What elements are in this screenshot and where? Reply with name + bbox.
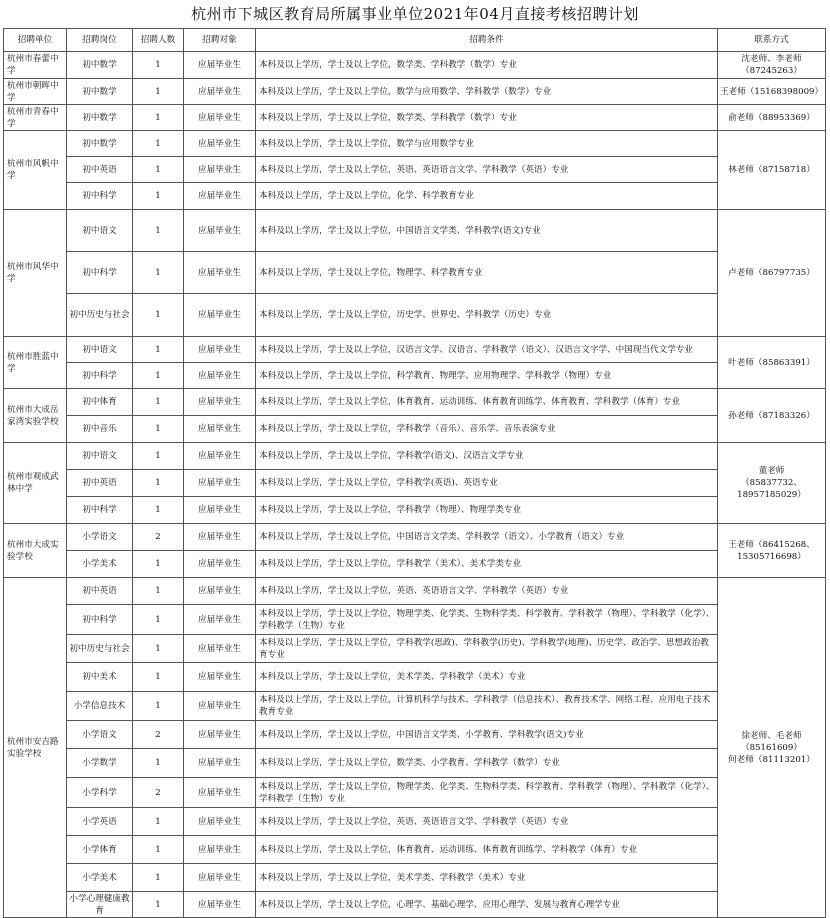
conditions-cell: 本科及以上学历，学士及以上学位，美术学类、学科教学（美术）专业 (256, 864, 718, 892)
target-cell: 应届毕业生 (184, 105, 256, 131)
count-cell: 1 (133, 749, 184, 778)
table-row (4, 294, 826, 337)
table-row (4, 497, 826, 524)
post-cell: 初中语文 (67, 443, 133, 470)
target-cell: 应届毕业生 (184, 635, 256, 663)
table-row (4, 79, 826, 105)
target-cell: 应届毕业生 (184, 363, 256, 389)
post-cell: 初中体育 (67, 389, 133, 416)
conditions-cell: 本科及以上学历，学士及以上学位，物理学类、化学类、生物科学类、科学教育、学科教学（物理）、学科教学（化学）、学科教学（生物）专业 (256, 778, 718, 808)
contact-cell: 林老师（87158718） (718, 131, 826, 210)
conditions-cell: 本科及以上学历，学士及以上学位，科学教育、物理学、应用物理学、学科教学（物理）专业 (256, 363, 718, 389)
table-row (4, 778, 826, 808)
table-body (4, 52, 826, 918)
table-row (4, 105, 826, 131)
contact-cell: 沈老师、李老师（87245263） (718, 52, 826, 79)
count-cell: 1 (133, 443, 184, 470)
post-cell: 初中美术 (67, 663, 133, 692)
table-row (4, 578, 826, 605)
table-row (4, 363, 826, 389)
unit-cell: 杭州市大成岳家湾实验学校 (4, 389, 67, 443)
conditions-cell: 本科及以上学历，学士及以上学位，学科教学（音乐）、音乐学、音乐表演专业 (256, 416, 718, 443)
target-cell: 应届毕业生 (184, 157, 256, 183)
count-cell: 1 (133, 52, 184, 79)
count-cell: 1 (133, 470, 184, 497)
post-cell: 初中数学 (67, 79, 133, 105)
conditions-cell: 本科及以上学历，学士及以上学位，数学类、学科教学（数学）专业 (256, 52, 718, 79)
unit-cell: 杭州市风帆中学 (4, 131, 67, 210)
table-row (4, 157, 826, 183)
header-row (4, 29, 826, 52)
table-row (4, 663, 826, 692)
target-cell: 应届毕业生 (184, 663, 256, 692)
count-cell: 1 (133, 363, 184, 389)
conditions-cell: 本科及以上学历，学士及以上学位，物理学类、化学类、生物科学类、科学教育、学科教学（物理）、学科教学（化学）、学科教学（生物）专业 (256, 605, 718, 635)
contact-cell (718, 578, 826, 918)
post-cell: 小学心理健康教育 (67, 892, 133, 918)
table-row (4, 131, 826, 157)
target-cell: 应届毕业生 (184, 337, 256, 363)
conditions-cell: 本科及以上学历，学士及以上学位，历史学、世界史、学科教学（历史）专业 (256, 294, 718, 337)
count-cell: 1 (133, 210, 184, 252)
target-cell: 应届毕业生 (184, 551, 256, 578)
contact-line: 何老师（81113201） (728, 754, 815, 765)
count-cell: 1 (133, 605, 184, 635)
count-cell: 1 (133, 183, 184, 210)
conditions-cell: 本科及以上学历，学士及以上学位，物理学、科学教育专业 (256, 252, 718, 294)
table-row (4, 252, 826, 294)
table-row (4, 749, 826, 778)
unit-cell: 杭州市安吉路实验学校 (4, 578, 67, 918)
count-cell: 1 (133, 105, 184, 131)
count-cell: 1 (133, 157, 184, 183)
post-cell: 小学信息技术 (67, 692, 133, 721)
table-row (4, 470, 826, 497)
count-cell: 1 (133, 864, 184, 892)
conditions-cell: 本科及以上学历，学士及以上学位，学科教学（物理）、物理学类专业 (256, 497, 718, 524)
target-cell: 应届毕业生 (184, 416, 256, 443)
post-cell: 小学美术 (67, 864, 133, 892)
target-cell: 应届毕业生 (184, 252, 256, 294)
count-cell: 1 (133, 79, 184, 105)
conditions-cell: 本科及以上学历，学士及以上学位，数学与应用数学专业 (256, 131, 718, 157)
conditions-cell: 本科及以上学历，学士及以上学位，学科教学(思政)、学科教学(历史)、学科教学(地理)、历史学、政治学、思想政治教育专业 (256, 635, 718, 663)
post-cell: 初中数学 (67, 105, 133, 131)
conditions-cell: 本科及以上学历，学士及以上学位，化学、科学教育专业 (256, 183, 718, 210)
target-cell: 应届毕业生 (184, 443, 256, 470)
target-cell: 应届毕业生 (184, 721, 256, 749)
conditions-cell: 本科及以上学历，学士及以上学位，英语、英语语言文学、学科教学（英语）专业 (256, 578, 718, 605)
header-conditions: 招聘条件 (256, 29, 718, 52)
count-cell: 2 (133, 524, 184, 551)
conditions-cell: 本科及以上学历，学士及以上学位，学科教学（美术）、美术学类专业 (256, 551, 718, 578)
count-cell: 1 (133, 635, 184, 663)
conditions-cell: 本科及以上学历，学士及以上学位，计算机科学与技术、学科教学（信息技术）、教育技术学、网络工程、应用电子技术教育专业 (256, 692, 718, 721)
target-cell: 应届毕业生 (184, 131, 256, 157)
target-cell: 应届毕业生 (184, 808, 256, 836)
contact-cell: 俞老师（88953369） (718, 105, 826, 131)
post-cell: 初中科学 (67, 605, 133, 635)
post-cell: 小学语文 (67, 524, 133, 551)
conditions-cell: 本科及以上学历，学士及以上学位，数学与应用数学、学科教学（数学）专业 (256, 79, 718, 105)
post-cell: 初中科学 (67, 497, 133, 524)
conditions-cell: 本科及以上学历，学士及以上学位，心理学、基础心理学、应用心理学、发展与教育心理学专业 (256, 892, 718, 918)
post-cell: 初中科学 (67, 252, 133, 294)
target-cell: 应届毕业生 (184, 749, 256, 778)
post-cell: 小学体育 (67, 836, 133, 864)
post-cell: 初中音乐 (67, 416, 133, 443)
contact-cell: 王老师（15168398009） (718, 79, 826, 105)
count-cell: 1 (133, 808, 184, 836)
table-row (4, 443, 826, 470)
post-cell: 初中历史与社会 (67, 294, 133, 337)
table-row (4, 183, 826, 210)
target-cell: 应届毕业生 (184, 79, 256, 105)
contact-cell: 孙老师（87183326） (718, 389, 826, 443)
post-cell: 小学语文 (67, 721, 133, 749)
target-cell: 应届毕业生 (184, 778, 256, 808)
header-target: 招聘对象 (184, 29, 256, 52)
count-cell: 1 (133, 892, 184, 918)
count-cell: 2 (133, 721, 184, 749)
target-cell: 应届毕业生 (184, 210, 256, 252)
count-cell: 1 (133, 692, 184, 721)
post-cell: 初中语文 (67, 337, 133, 363)
contact-cell: 董老师 （85837732、18957185029） (718, 443, 826, 524)
target-cell: 应届毕业生 (184, 864, 256, 892)
target-cell: 应届毕业生 (184, 524, 256, 551)
header-post: 招聘岗位 (67, 29, 133, 52)
count-cell: 1 (133, 337, 184, 363)
page-title: 杭州市下城区教育局所属事业单位2021年04月直接考核招聘计划 (191, 5, 639, 23)
post-cell: 初中数学 (67, 131, 133, 157)
table-row (4, 864, 826, 892)
contact-cell: 叶老师（85863391） (718, 337, 826, 389)
count-cell: 1 (133, 663, 184, 692)
unit-cell: 杭州市大成实验学校 (4, 524, 67, 578)
table-row (4, 389, 826, 416)
post-cell: 初中英语 (67, 578, 133, 605)
target-cell: 应届毕业生 (184, 294, 256, 337)
conditions-cell: 本科及以上学历，学士及以上学位，英语、英语语言文学、学科教学（英语）专业 (256, 808, 718, 836)
conditions-cell: 本科及以上学历，学士及以上学位，数学类、小学教育、学科教学（数学）专业 (256, 749, 718, 778)
target-cell: 应届毕业生 (184, 578, 256, 605)
conditions-cell: 本科及以上学历，学士及以上学位，中国语言文学类、学科教学(语文)专业 (256, 210, 718, 252)
conditions-cell: 本科及以上学历，学士及以上学位，数学类、学科教学（数学）专业 (256, 105, 718, 131)
conditions-cell: 本科及以上学历，学士及以上学位，汉语言文学、汉语言、学科教学（语文）、汉语言文字学、中国现当代文学专业 (256, 337, 718, 363)
post-cell: 小学英语 (67, 808, 133, 836)
contact-line: 徐老师、毛老师（85161609） (741, 730, 802, 753)
conditions-cell: 本科及以上学历，学士及以上学位，美术学类、学科教学（美术）专业 (256, 663, 718, 692)
unit-cell: 杭州市朝晖中学 (4, 79, 67, 105)
post-cell: 初中英语 (67, 470, 133, 497)
table-row (4, 210, 826, 252)
count-cell: 1 (133, 252, 184, 294)
target-cell: 应届毕业生 (184, 836, 256, 864)
post-cell: 小学美术 (67, 551, 133, 578)
post-cell: 小学科学 (67, 778, 133, 808)
recruitment-table (3, 28, 826, 918)
header-count: 招聘人数 (133, 29, 184, 52)
target-cell: 应届毕业生 (184, 497, 256, 524)
unit-cell: 杭州市春蕾中学 (4, 52, 67, 79)
target-cell: 应届毕业生 (184, 605, 256, 635)
target-cell: 应届毕业生 (184, 183, 256, 210)
target-cell: 应届毕业生 (184, 892, 256, 918)
target-cell: 应届毕业生 (184, 470, 256, 497)
contact-cell: 卢老师（86797735） (718, 210, 826, 337)
count-cell: 2 (133, 778, 184, 808)
count-cell: 1 (133, 131, 184, 157)
post-cell: 初中科学 (67, 363, 133, 389)
table-row (4, 337, 826, 363)
target-cell: 应届毕业生 (184, 389, 256, 416)
post-cell: 初中英语 (67, 157, 133, 183)
conditions-cell: 本科及以上学历，学士及以上学位，中国语言文学类、小学教育、学科教学(语文)专业 (256, 721, 718, 749)
unit-cell: 杭州市风华中学 (4, 210, 67, 337)
count-cell: 1 (133, 836, 184, 864)
table-row (4, 416, 826, 443)
conditions-cell: 本科及以上学历，学士及以上学位，体育教育、运动训练、体育教育训练学、体育教育、学科教学（体育）专业 (256, 389, 718, 416)
count-cell: 1 (133, 389, 184, 416)
table-row (4, 892, 826, 918)
table-row (4, 692, 826, 721)
table-row (4, 635, 826, 663)
table-row (4, 52, 826, 79)
count-cell: 1 (133, 416, 184, 443)
table-row (4, 551, 826, 578)
count-cell: 1 (133, 578, 184, 605)
count-cell: 1 (133, 551, 184, 578)
target-cell: 应届毕业生 (184, 692, 256, 721)
table-row (4, 605, 826, 635)
conditions-cell: 本科及以上学历，学士及以上学位，中国语言文学类、学科教学（语文）、小学教育（语文）专业 (256, 524, 718, 551)
conditions-cell: 本科及以上学历，学士及以上学位，体育教育、运动训练、体育教育训练学、学科教学（体育）专业 (256, 836, 718, 864)
unit-cell: 杭州市胜蓝中学 (4, 337, 67, 389)
post-cell: 小学数学 (67, 749, 133, 778)
post-cell: 初中语文 (67, 210, 133, 252)
contact-cell: 王老师（86415268、15305716698） (718, 524, 826, 578)
table-row (4, 808, 826, 836)
post-cell: 初中历史与社会 (67, 635, 133, 663)
table-row (4, 524, 826, 551)
unit-cell: 杭州市青春中学 (4, 105, 67, 131)
table-row (4, 721, 826, 749)
count-cell: 1 (133, 294, 184, 337)
post-cell: 初中科学 (67, 183, 133, 210)
header-unit: 招聘单位 (4, 29, 67, 52)
conditions-cell: 本科及以上学历，学士及以上学位，英语、英语语言文学、学科教学（英语）专业 (256, 157, 718, 183)
post-cell: 初中数学 (67, 52, 133, 79)
header-contact: 联系方式 (718, 29, 826, 52)
table-row (4, 836, 826, 864)
target-cell: 应届毕业生 (184, 52, 256, 79)
conditions-cell: 本科及以上学历，学士及以上学位，学科教学(英语)、英语专业 (256, 470, 718, 497)
unit-cell: 杭州市观成武林中学 (4, 443, 67, 524)
conditions-cell: 本科及以上学历，学士及以上学位，学科教学(语文)、汉语言文学专业 (256, 443, 718, 470)
count-cell: 1 (133, 497, 184, 524)
